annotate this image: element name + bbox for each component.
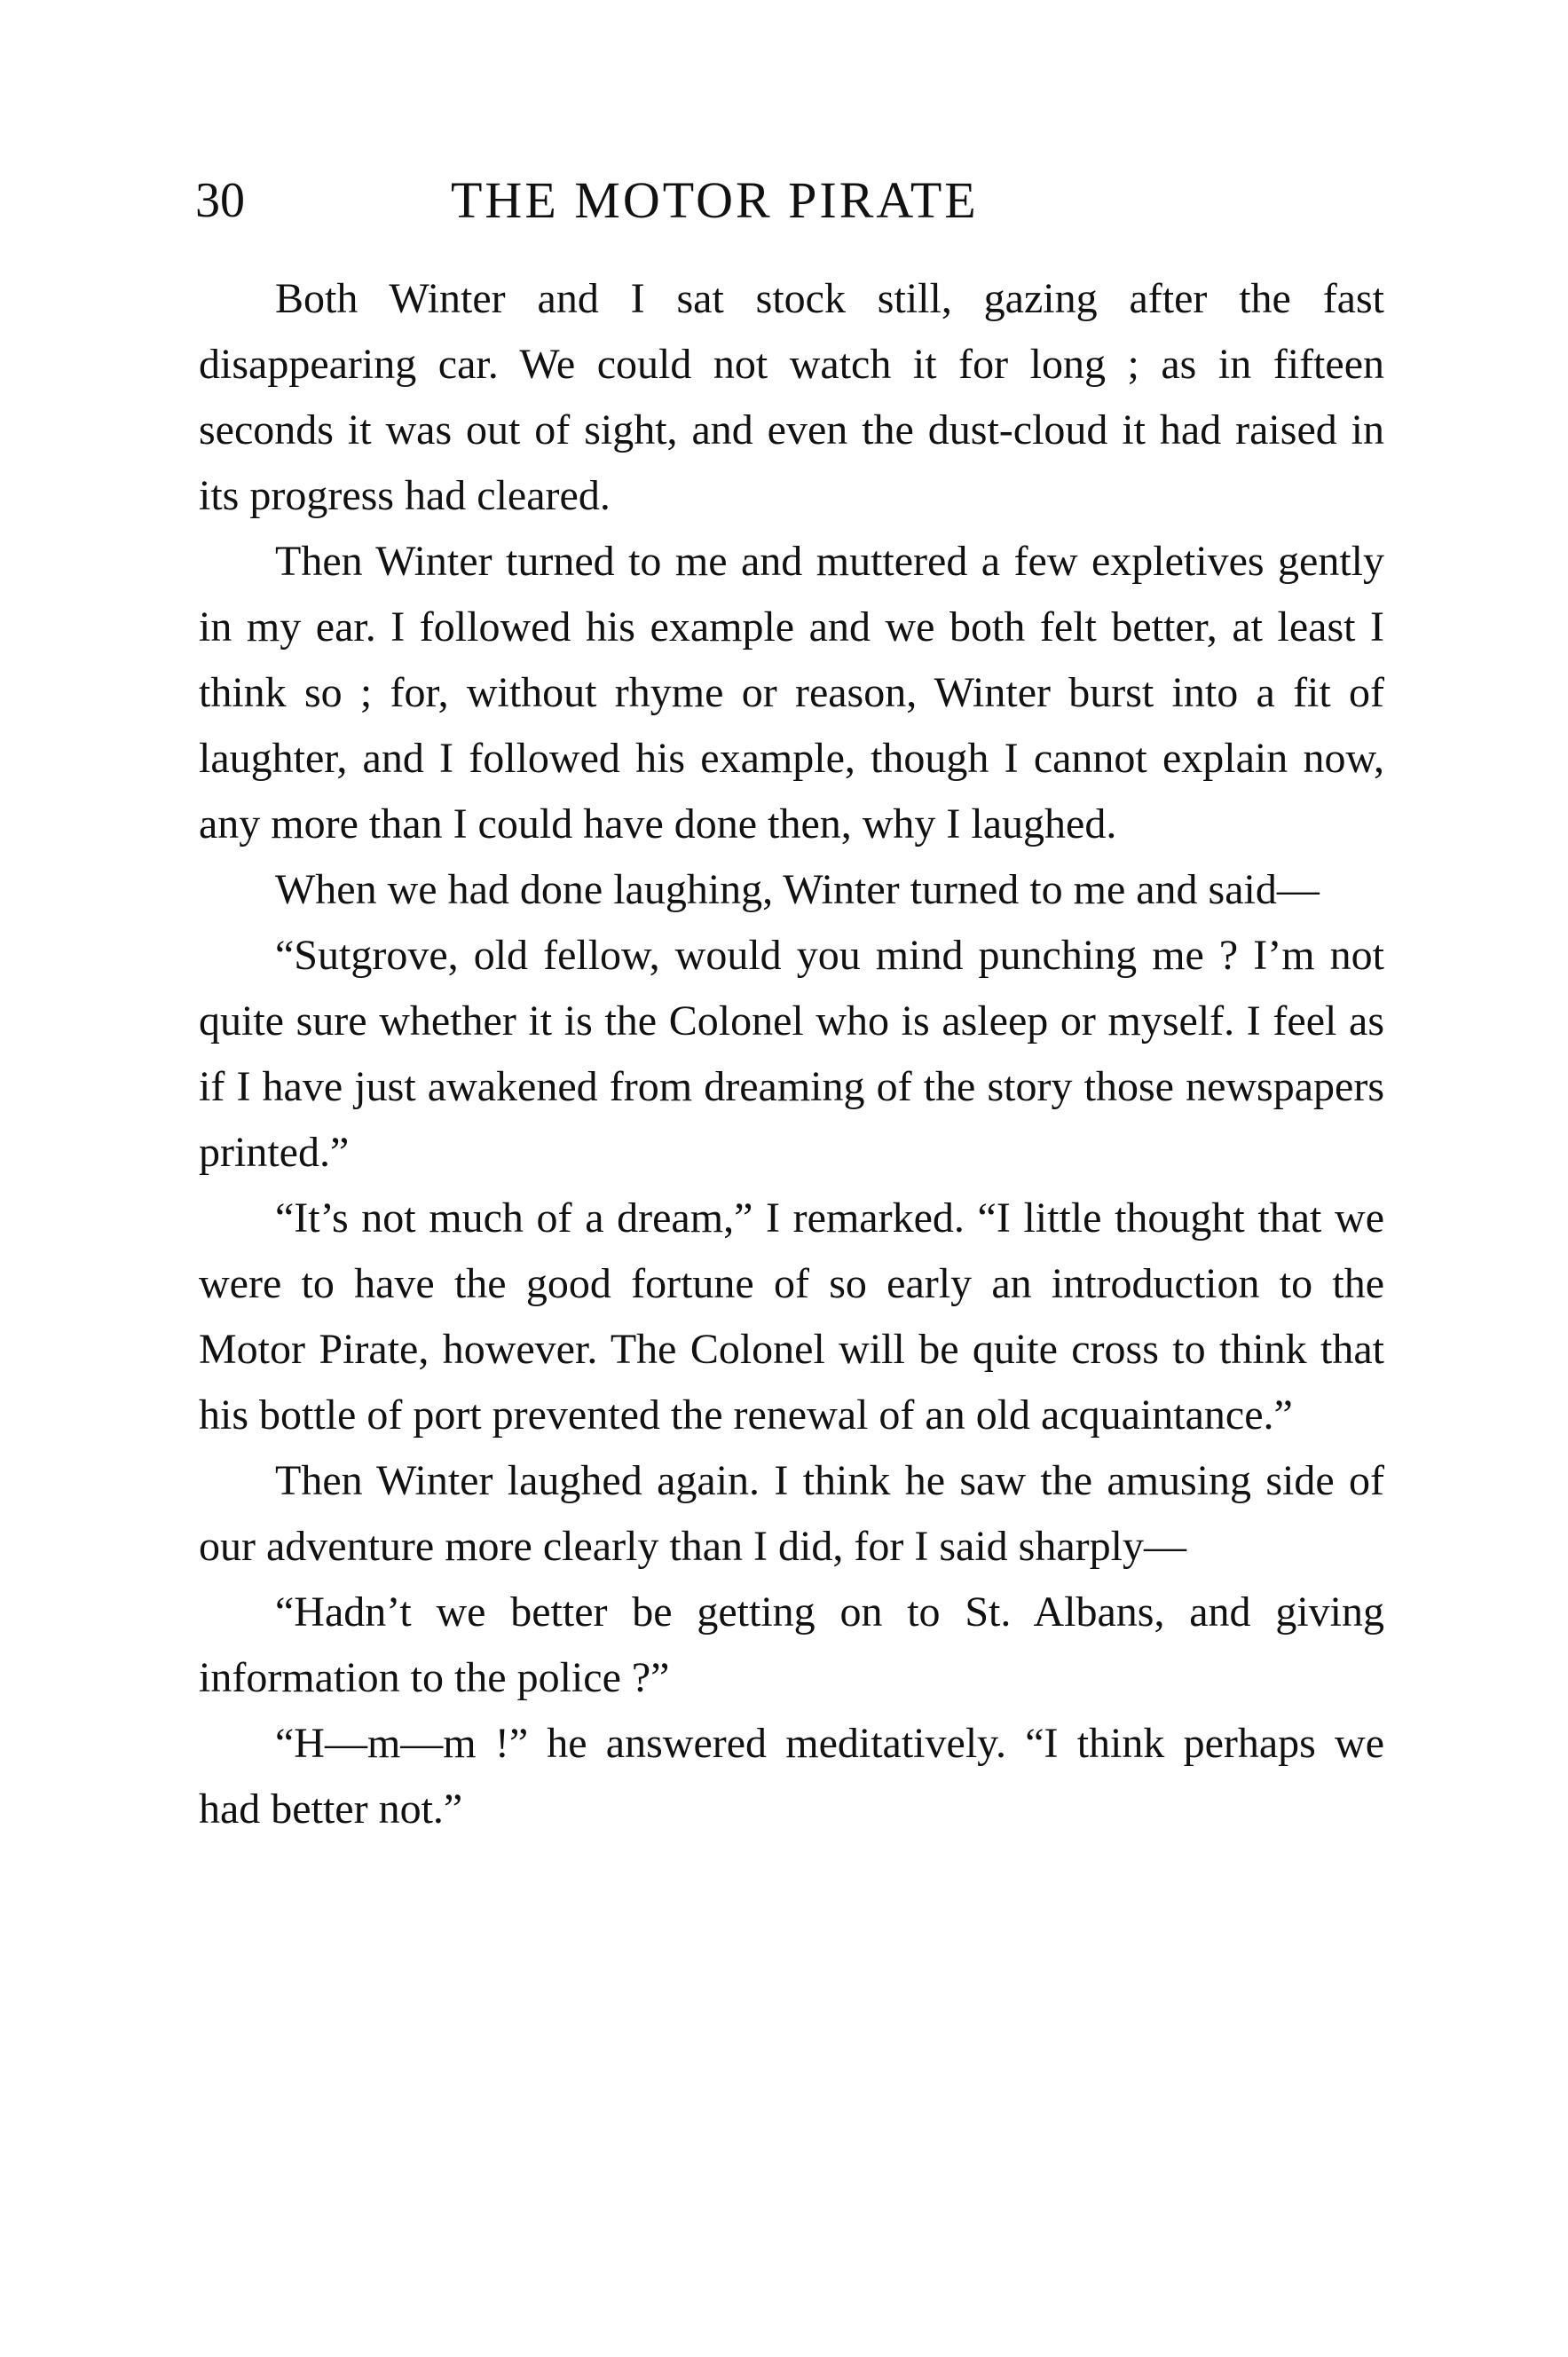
paragraph: Then Winter turned to me and muttered a few expletives gently in my ear. I followed his example and we both felt better, at least I think so ; for, without rhyme or reason, Winter burst into a fit of laughter, and I followed his example, though I cannot explain now, any more than I could have done then, why I laughed. (199, 538, 1384, 847)
paragraph: Then Winter laughed again. I think he saw the amusing side of our adventure more clearly than I did, for I said sharply— (199, 1457, 1384, 1570)
body-text (199, 266, 1384, 1842)
paragraph: When we had done laughing, Winter turned to me and said— (275, 866, 1320, 913)
running-title: THE MOTOR PIRATE (451, 171, 979, 229)
paragraph: “Hadn’t we better be getting on to St. Albans, and giving information to the police ?” (199, 1588, 1384, 1701)
paragraph: Both Winter and I sat stock still, gazing after the fast disappearing car. We could not watch it for long ; as in fifteen seconds it was out of sight, and even the dust-cloud it had raised in its progress had cleared. (199, 275, 1384, 519)
paragraph: “Sutgrove, old fellow, would you mind punching me ? I’m not quite sure whether it is the Colonel who is asleep or myself. I feel as if I have just awakened from dreaming of the story those newspapers printed.” (199, 932, 1384, 1176)
paragraph: “H—m—m !” he answered meditatively. “I think perhaps we had better not.” (199, 1720, 1384, 1833)
paragraph: “It’s not much of a dream,” I remarked. “I little thought that we were to have the good fortune of so early an introduction to the Motor Pirate, however. The Colonel will be quite cross to think that his bottle of port prevented the renewal of an old acquaintance.” (199, 1194, 1384, 1439)
page-header (195, 165, 1384, 236)
page-number: 30 (195, 173, 245, 228)
